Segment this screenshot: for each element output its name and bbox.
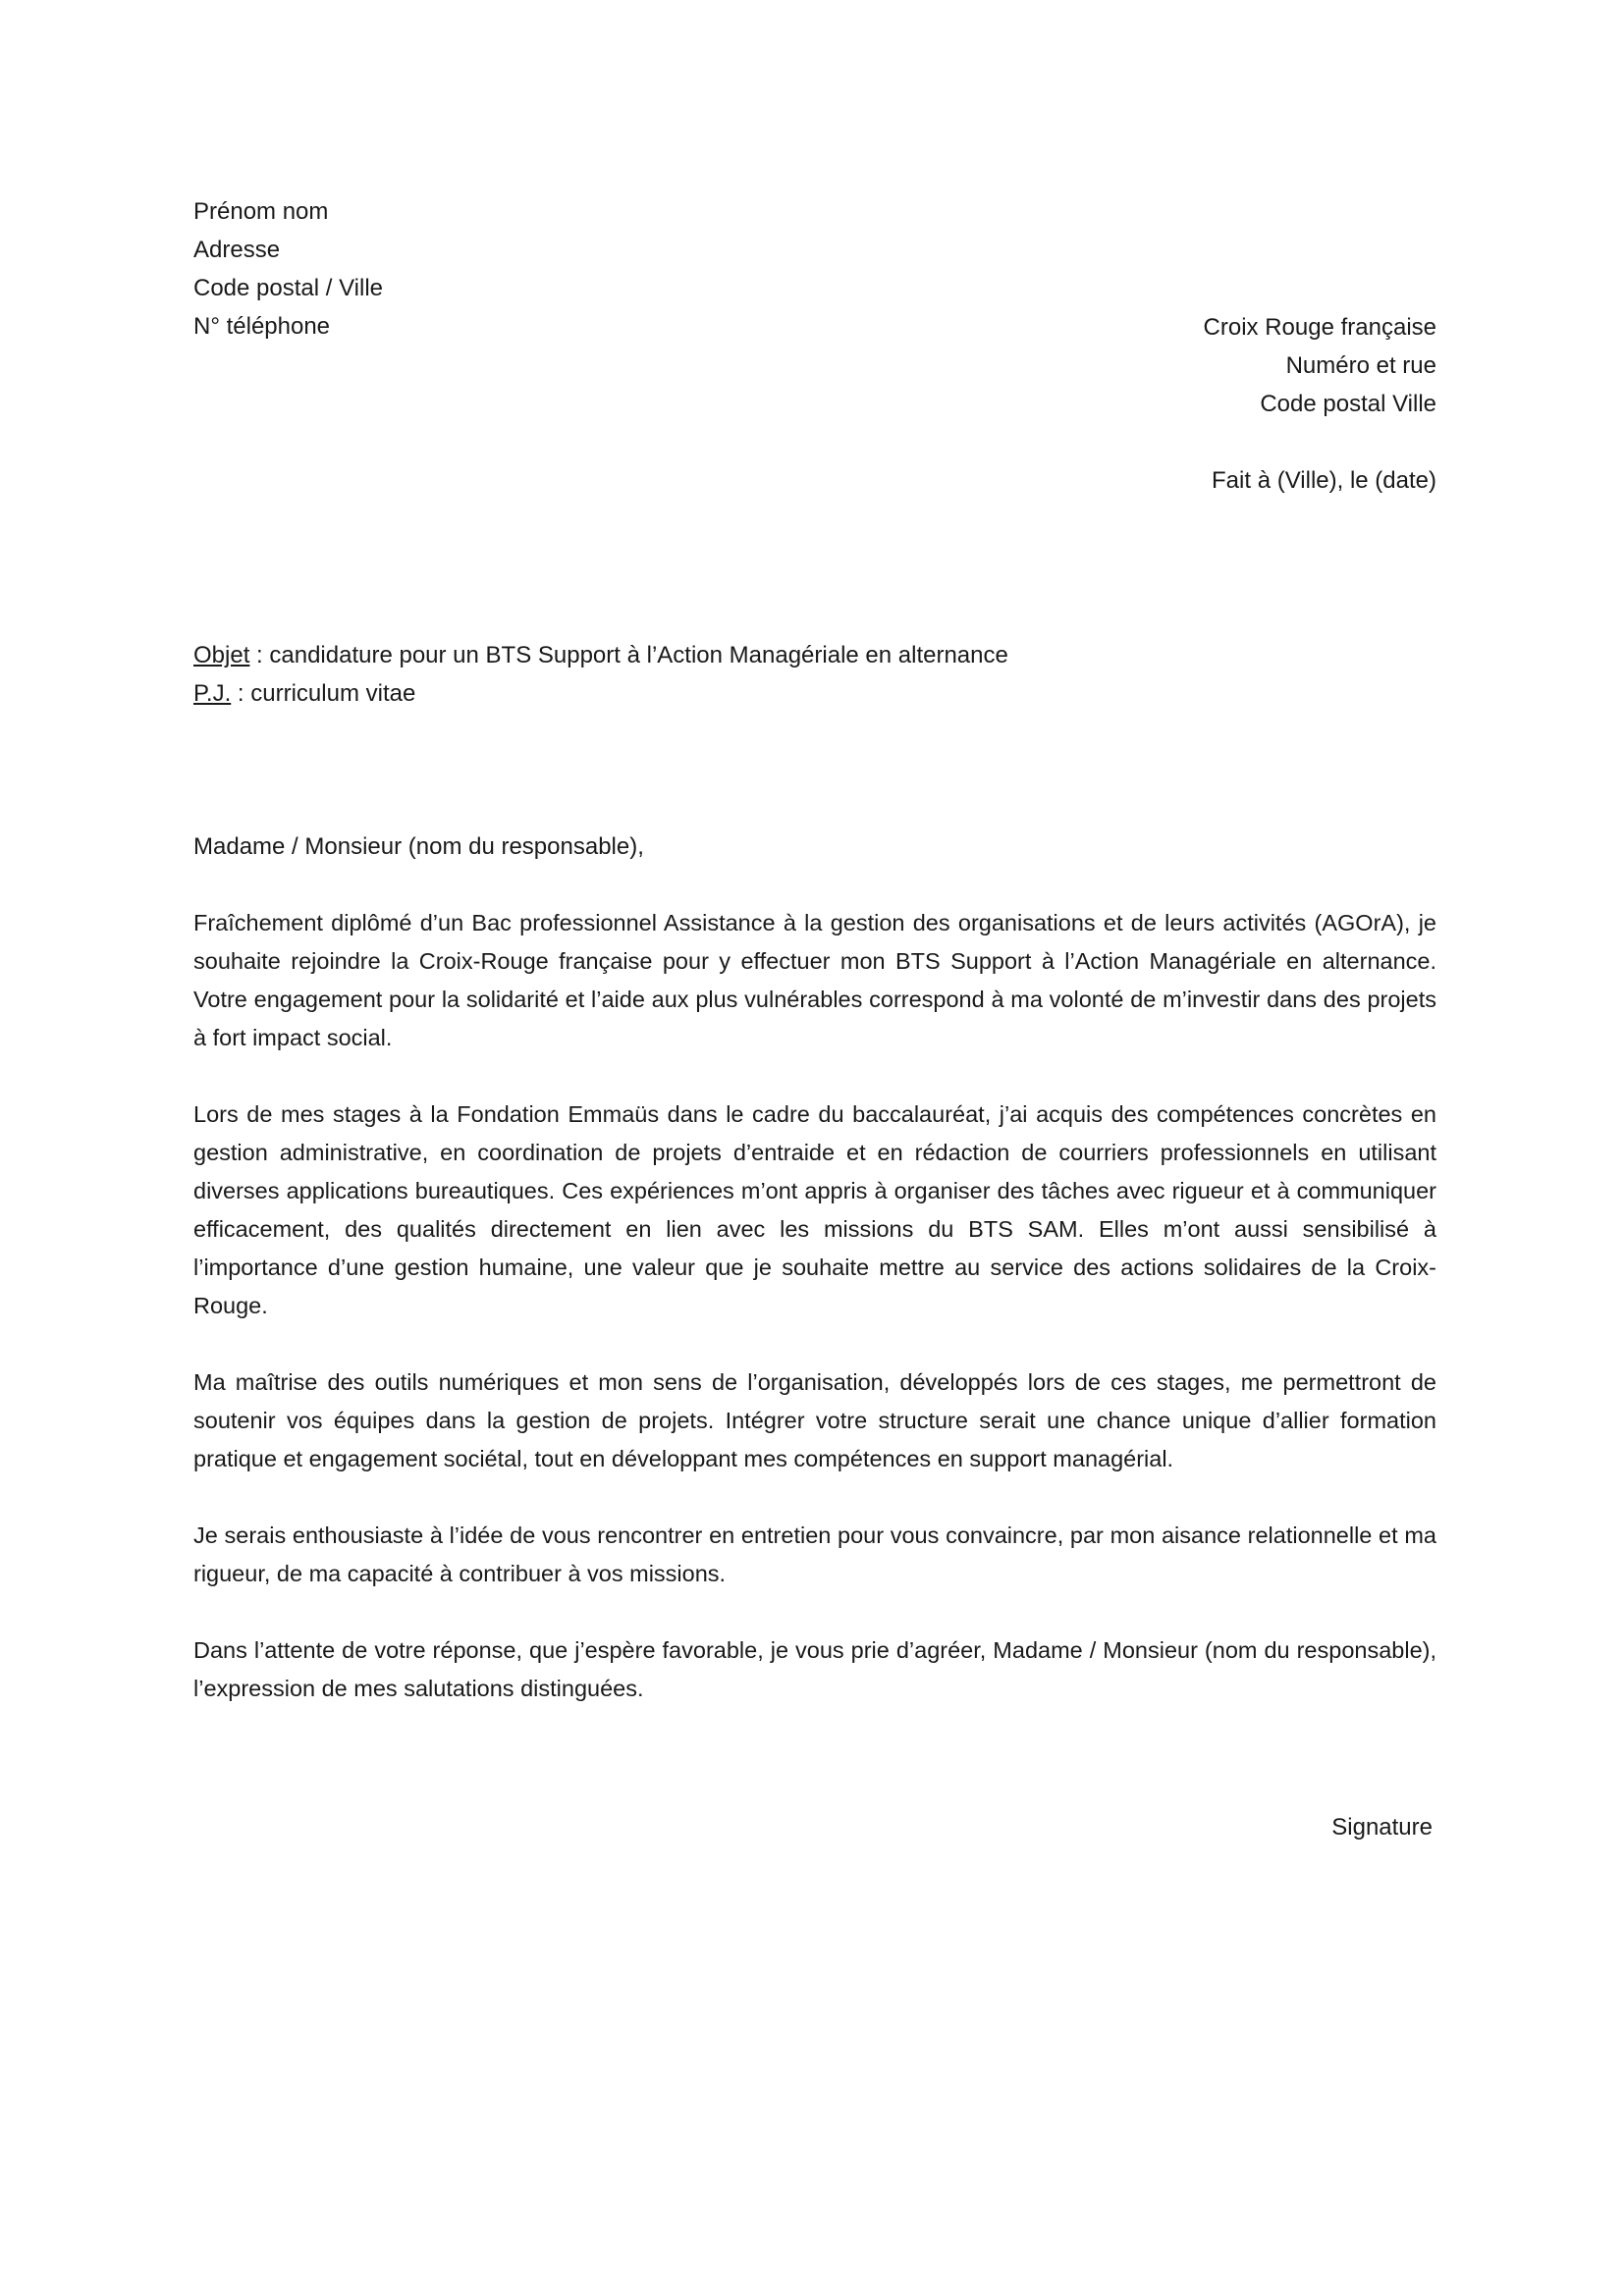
object-text: : candidature pour un BTS Support à l’Action Managériale en alternance [249, 642, 1008, 668]
recipient-street: Numéro et rue [1285, 352, 1436, 379]
body-paragraph-2: Lors de mes stages à la Fondation Emmaüs dans le cadre du baccalauréat, j’ai acquis des compétences concrètes en gestion administrative, en coordination de projets d’entraide et en rédaction de courriers professionnels en utilisant diverses applications bureautiques. Ces expériences m’ont appris à organiser des tâches avec rigueur et à communiquer efficacement, des qualités directement en lien avec les missions du BTS SAM. Elles m’ont aussi sensibilisé à l’importance d’une gestion humaine, une valeur que je souhaite mettre au service des actions solidaires de la Croix-Rouge. [193, 1101, 1436, 1318]
salutation: Madame / Monsieur (nom du responsable), [193, 833, 644, 860]
recipient-city: Code postal Ville [1260, 391, 1436, 417]
signature: Signature [1331, 1814, 1433, 1841]
letter-body [193, 904, 1436, 1746]
reference-block [193, 636, 1008, 713]
attachment-line [193, 674, 1008, 713]
body-paragraph-3: Ma maîtrise des outils numériques et mon sens de l’organisation, développés lors de ces stages, me permettront de soutenir vos équipes dans la gestion de projets. Intégrer votre structure serait une chance unique d’allier formation pratique et engagement sociétal, tout en développant mes compétences en support managérial. [193, 1369, 1436, 1471]
recipient-organization: Croix Rouge française [1203, 314, 1436, 341]
sender-block [193, 192, 383, 346]
sender-name: Prénom nom [193, 198, 329, 225]
object-label: Objet [193, 642, 250, 668]
sender-address: Adresse [193, 237, 281, 263]
body-paragraph-5: Dans l’attente de votre réponse, que j’espère favorable, je vous prie d’agréer, Madame / Monsieur (nom du responsable), l’expression de mes salutations distinguées. [193, 1637, 1436, 1701]
attachment-text: : curriculum vitae [231, 680, 416, 707]
body-paragraph-4: Je serais enthousiaste à l’idée de vous rencontrer en entretien pour vous convaincre, par mon aisance relationnelle et ma rigueur, de ma capacité à contribuer à vos missions. [193, 1522, 1436, 1586]
attachment-label: P.J. [193, 680, 232, 707]
object-line [193, 636, 1008, 674]
body-paragraph-1: Fraîchement diplômé d’un Bac professionnel Assistance à la gestion des organisations et de leurs activités (AGOrA), je souhaite rejoindre la Croix-Rouge française pour y effectuer mon BTS Support à l’Action Managériale en alternance. Votre engagement pour la solidarité et l’aide aux plus vulnérables correspond à ma volonté de m’investir dans des projets à fort impact social. [193, 910, 1436, 1050]
recipient-block [1204, 308, 1436, 423]
sender-city: Code postal / Ville [193, 275, 384, 301]
sender-phone: N° téléphone [193, 313, 331, 340]
date-line: Fait à (Ville), le (date) [1212, 467, 1436, 494]
